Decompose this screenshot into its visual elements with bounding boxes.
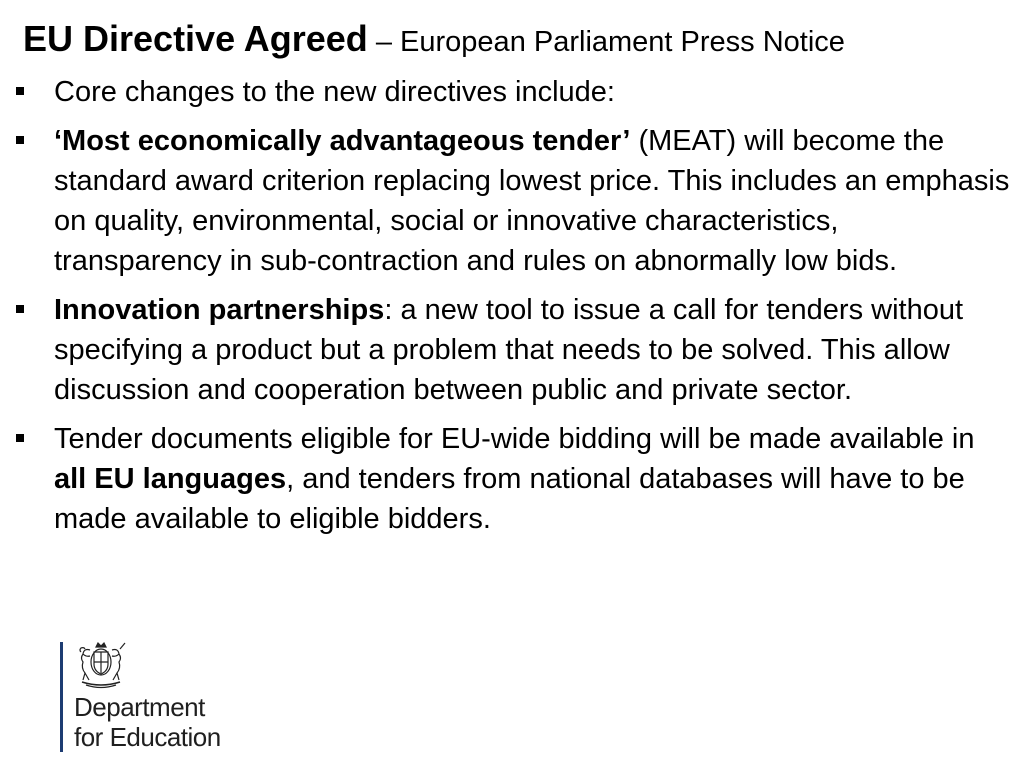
logo-text [74,692,221,752]
bullet-text: : a new tool to issue a call for tenders without specifying a product but a problem that needs to be solved. This allow discussion and cooperation between public and private sector. [54,294,964,406]
royal-coat-of-arms-icon [72,640,130,690]
square-bullet-icon [16,434,24,442]
bullet-bold-term: ‘Most economically advantageous tender’ [54,125,631,157]
bullet-meat [0,121,1024,281]
bullet-text-before: Tender documents eligible for EU-wide bidding will be made available in [54,423,975,455]
bullet-text-after: , and tenders from national databases will have to be made available to eligible bidders. [54,463,965,535]
bullet-text: Core changes to the new directives include: [54,76,615,108]
square-bullet-icon [16,87,24,95]
bullet-bold-term: all EU languages [54,463,287,495]
bullet-tender-documents [0,419,1024,539]
title-subtitle: European Parliament Press Notice [400,26,845,58]
square-bullet-icon [16,305,24,313]
logo-line-1: Department [74,692,205,722]
bullet-bold-term: Innovation partnerships [54,294,385,326]
square-bullet-icon [16,136,24,144]
title-main: EU Directive Agreed [23,18,368,59]
logo-bar [60,642,63,752]
slide-title [23,16,1013,70]
department-for-education-logo [60,640,290,755]
logo-line-2: for Education [74,722,221,752]
bullet-core-changes [0,72,1024,112]
bullet-text: (MEAT) will become the standard award criterion replacing lowest price. This includes an emphasis on quality, environmental, social or innovative characteristics, transparency in sub-contraction and rules on abnormally low bids. [54,125,1010,277]
bullet-innovation-partnerships [0,290,1024,410]
title-separator: – [367,26,401,58]
bullet-list [0,72,1024,548]
